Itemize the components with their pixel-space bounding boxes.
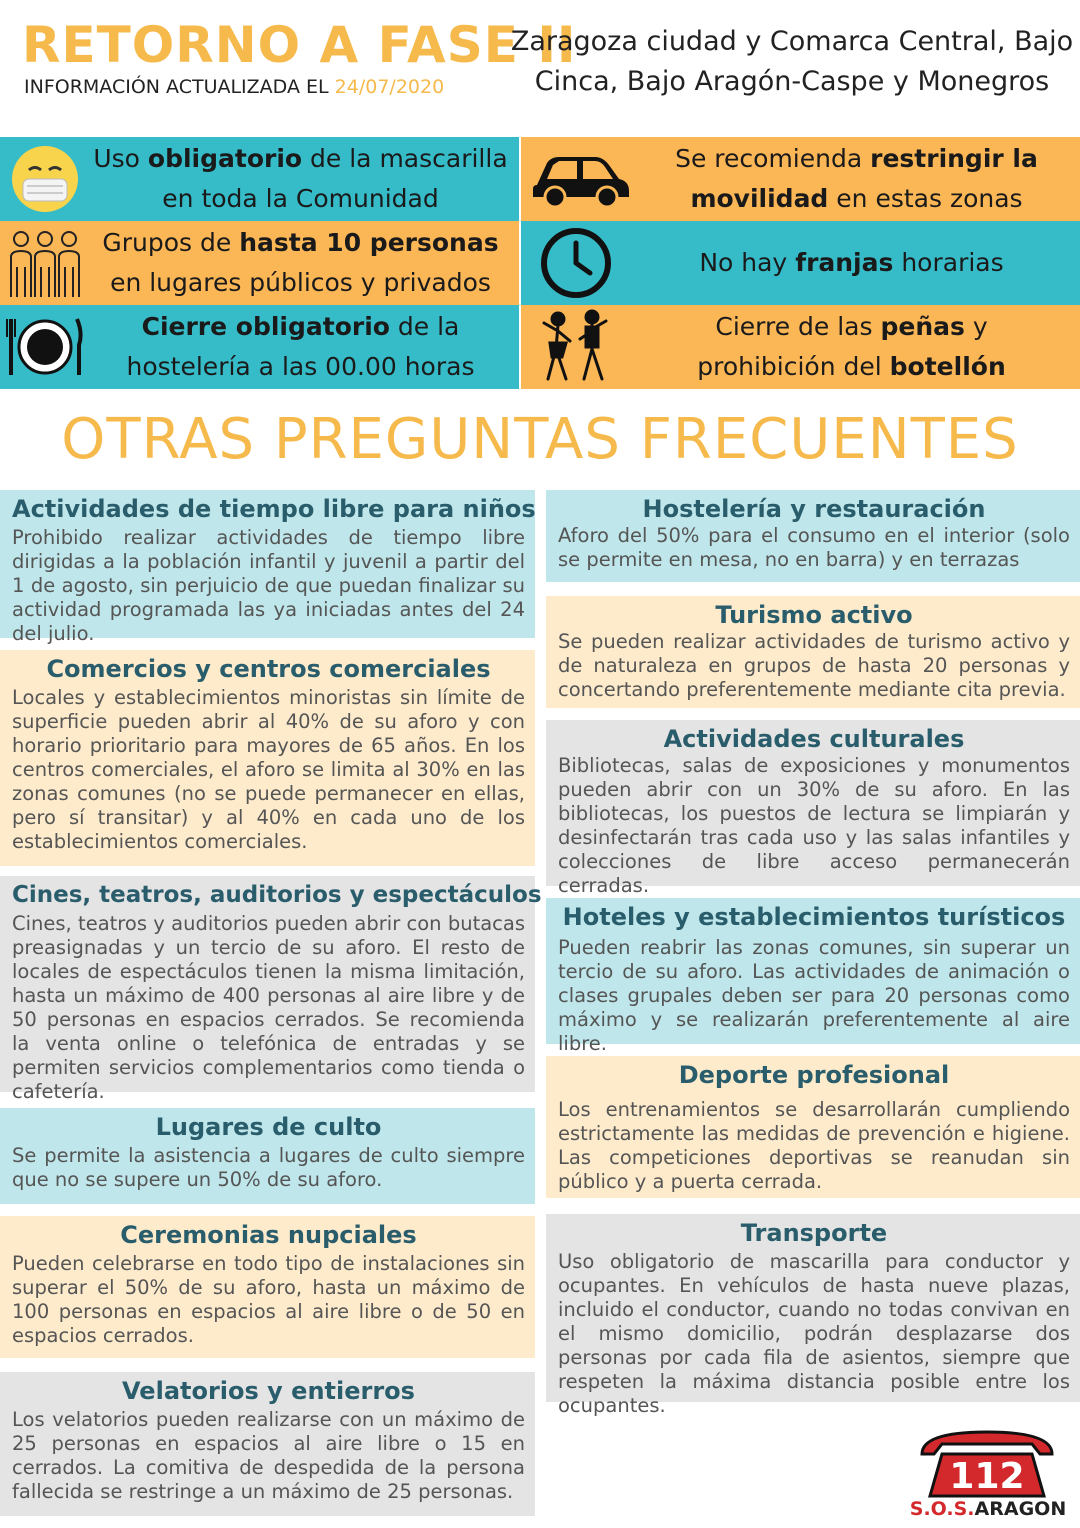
logo-number: 112 bbox=[949, 1456, 1025, 1497]
faq-item-text: Uso obligatorio de mascarilla para conductor y ocupantes. En vehículos de hasta nueve plazas, incluido el conductor, cuando no todas convivan en el mismo domicilio, podrán desplazarse dos personas por cada fila de asientos, siempre que respeten la máxima distancia posible entre los ocupantes. bbox=[558, 1250, 1070, 1417]
face-mask-icon bbox=[0, 137, 90, 221]
faq-item-title: Velatorios y entierros bbox=[122, 1377, 415, 1405]
faq-item-title: Hoteles y establecimientos turísticos bbox=[562, 903, 1066, 931]
rule-mobility bbox=[521, 137, 1080, 221]
faq-item-shops bbox=[0, 650, 535, 866]
faq-item-pro-sport bbox=[546, 1056, 1080, 1198]
faq-item-title: Actividades de tiempo libre para niños bbox=[12, 495, 536, 523]
logo-region: ARAGON bbox=[974, 1498, 1067, 1520]
affected-zones bbox=[508, 22, 1076, 102]
faq-item-text: Cines, teatros y auditorios pueden abrir con butacas preasignadas y un tercio de su aforo. El resto de locales de espectáculos tienen la misma limitación, hasta un máximo de 400 personas al aire libre y de 50 personas en espacios cerrados. Se recomienda la venta online o telefónica de entradas y se permiten servicios complementarios como tienda o cafetería. bbox=[12, 912, 525, 1103]
faq-item-text: Locales y establecimientos minoristas sin límite de superficie pueden abrir al 40% de su aforo y con horario prioritario para mayores de 65 años. En los centros comerciales, el aforo se limita al 30% en las zonas comunes (no se puede permanecer en ellas, pero sí transitar) y al 40% en cada uno de los establecimientos comerciales. bbox=[12, 686, 525, 853]
group-of-people-icon bbox=[0, 221, 90, 305]
rule-text: Uso obligatorio de la mascarilla en toda la Comunidad bbox=[93, 144, 508, 213]
zones-line-1: Zaragoza ciudad y Comarca Central, Bajo bbox=[510, 26, 1074, 57]
rule-text: Grupos de hasta 10 personas en lugares públicos y privados bbox=[102, 228, 499, 297]
faq-item-text: Se permite la asistencia a lugares de culto siempre que no se supere un 50% de su aforo. bbox=[12, 1144, 525, 1191]
faq-item-title: Ceremonias nupciales bbox=[120, 1221, 417, 1249]
faq-item-hotels bbox=[546, 898, 1080, 1055]
faq-item-title: Turismo activo bbox=[715, 601, 913, 629]
telephone-icon bbox=[912, 1424, 1062, 1500]
update-date: 24/07/2020 bbox=[334, 76, 445, 98]
faq-item-weddings bbox=[0, 1216, 535, 1358]
update-notice bbox=[24, 76, 444, 98]
rule-time-slots bbox=[521, 221, 1080, 305]
faq-title: OTRAS PREGUNTAS FRECUENTES bbox=[61, 407, 1019, 472]
rule-groups bbox=[0, 221, 519, 305]
faq-item-cinemas bbox=[0, 876, 542, 1103]
rule-text: Cierre obligatorio de la hostelería a las 00.00 horas bbox=[126, 312, 475, 381]
update-label: INFORMACIÓN ACTUALIZADA EL bbox=[24, 76, 329, 98]
rule-mask bbox=[0, 137, 519, 221]
faq-item-funerals bbox=[0, 1372, 535, 1516]
faq-item-worship bbox=[0, 1108, 535, 1204]
dancing-people-icon bbox=[521, 305, 631, 389]
faq-item-hospitality bbox=[546, 490, 1080, 582]
page-title: RETORNO A FASE II bbox=[22, 16, 577, 74]
faq-item-title: Actividades culturales bbox=[663, 725, 965, 753]
faq-item-text: Los entrenamientos se desarrollarán cumpliendo estrictamente las medidas de prevención e higiene. Las competiciones deportivas se reanudan sin público y a puerta cerrada. bbox=[558, 1098, 1070, 1193]
faq-item-title: Lugares de culto bbox=[155, 1113, 382, 1141]
faq-item-text: Prohibido realizar actividades de tiempo libre dirigidas a la población infantil y juvenil a partir del 1 de agosto, sin perjuicio de que puedan finalizar su actividad programada las ya iniciadas antes del 24 del julio. bbox=[12, 526, 525, 645]
faq-item-active-tourism bbox=[546, 596, 1080, 708]
rule-text: No hay franjas horarias bbox=[699, 248, 1004, 277]
faq-item-title: Comercios y centros comerciales bbox=[46, 655, 491, 683]
faq-item-cultural bbox=[546, 720, 1080, 897]
zones-line-2: Cinca, Bajo Aragón-Caspe y Monegros bbox=[534, 66, 1050, 97]
faq-item-text: Bibliotecas, salas de exposiciones y monumentos pueden abrir con un 30% de su aforo. En las bibliotecas, los puestos de lectura se limpiarán y desinfectarán tras cada uso y las salas infantiles y colecciones de libre acceso permanecerán cerradas. bbox=[558, 754, 1070, 897]
rule-text: Cierre de las peñas y prohibición del botellón bbox=[697, 312, 1006, 381]
faq-item-title: Hostelería y restauración bbox=[642, 495, 986, 523]
faq-item-title: Deporte profesional bbox=[678, 1061, 950, 1089]
faq-item-transport bbox=[546, 1214, 1080, 1417]
plate-cutlery-icon bbox=[0, 305, 90, 389]
rule-text: Se recomienda restringir la movilidad en estas zonas bbox=[675, 144, 1038, 213]
clock-icon bbox=[521, 221, 631, 305]
logo-text bbox=[908, 1498, 1068, 1520]
faq-item-text: Los velatorios pueden realizarse con un máximo de 25 personas en espacios al aire libre o 15 en cerrados. La comitiva de despedida de la persona fallecida se restringe a un máximo de 25 personas. bbox=[12, 1408, 525, 1503]
logo-sos: S.O.S. bbox=[909, 1498, 975, 1520]
rule-penas bbox=[521, 305, 1080, 389]
faq-item-text: Aforo del 50% para el consumo en el interior (solo se permite en mesa, no en barra) y en terrazas bbox=[558, 524, 1070, 571]
faq-item-title: Transporte bbox=[740, 1219, 888, 1247]
faq-item-text: Pueden celebrarse en todo tipo de instalaciones sin superar el 50% de su aforo, hasta un máximo de 100 personas en espacios al aire libre o de 50 en espacios cerrados. bbox=[12, 1252, 525, 1347]
faq-item-title: Cines, teatros, auditorios y espectáculos bbox=[12, 882, 542, 908]
car-icon bbox=[521, 137, 641, 221]
faq-item-text: Pueden reabrir las zonas comunes, sin superar un tercio de su aforo. Las actividades de animación o clases grupales deben ser para 20 personas como máximo y se realizarán preferentemente al aire libre. bbox=[558, 936, 1070, 1055]
faq-item-children-leisure bbox=[0, 490, 536, 645]
rule-hospitality bbox=[0, 305, 519, 389]
faq-item-text: Se pueden realizar actividades de turismo activo y de naturaleza en grupos de hasta 20 personas y concertando preferentemente mediante cita previa. bbox=[558, 630, 1070, 701]
